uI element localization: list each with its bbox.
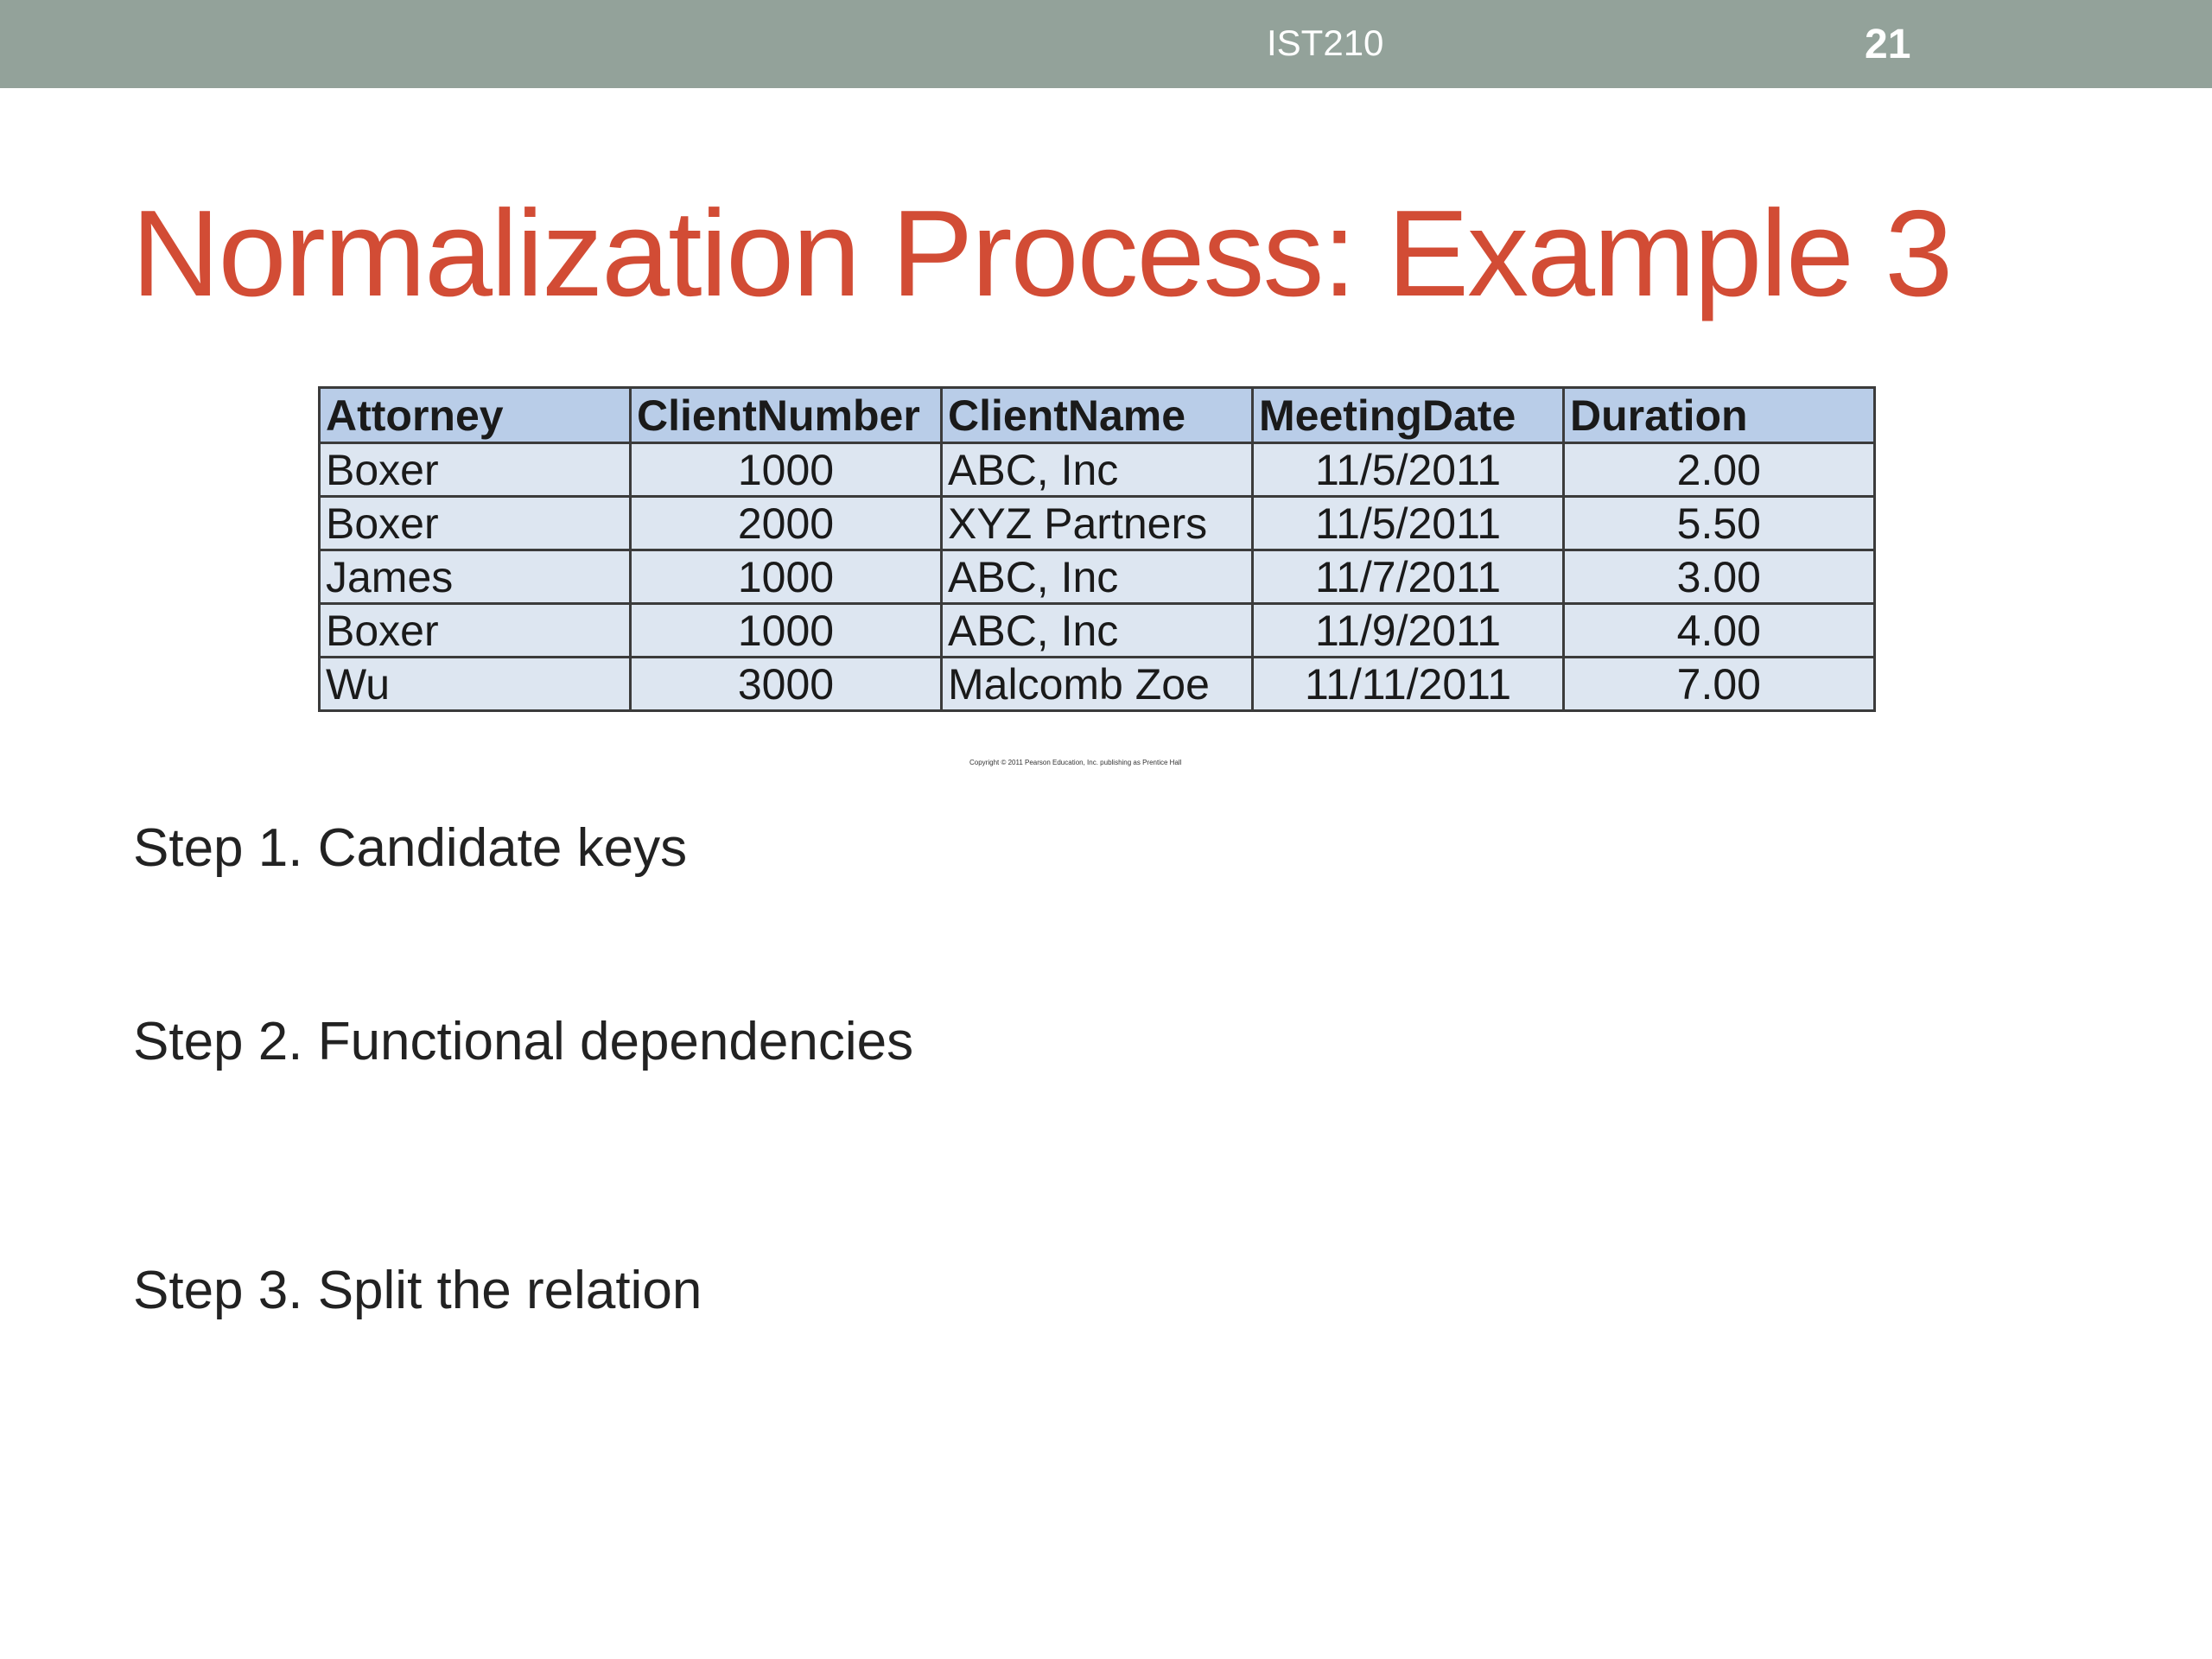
table-cell: 2.00	[1564, 443, 1875, 497]
table-row	[320, 550, 1875, 604]
table-row	[320, 443, 1875, 497]
table-cell: 11/5/2011	[1253, 497, 1564, 550]
table-cell: Boxer	[320, 497, 631, 550]
table-cell: ABC, Inc	[942, 604, 1253, 658]
step-1-text: Step 1. Candidate keys	[133, 818, 688, 878]
column-header-clientnumber: ClientNumber	[631, 388, 942, 443]
table-cell: 5.50	[1564, 497, 1875, 550]
column-header-meetingdate: MeetingDate	[1253, 388, 1564, 443]
table-cell: Wu	[320, 658, 631, 711]
column-header-duration: Duration	[1564, 388, 1875, 443]
table-cell: James	[320, 550, 631, 604]
course-label: IST210	[1267, 22, 1384, 63]
table-cell: 3000	[631, 658, 942, 711]
step-3-text: Step 3. Split the relation	[133, 1261, 702, 1320]
table-cell: 4.00	[1564, 604, 1875, 658]
table-cell: 1000	[631, 443, 942, 497]
header-bar	[0, 0, 2212, 88]
column-header-clientname: ClientName	[942, 388, 1253, 443]
table-cell: 11/9/2011	[1253, 604, 1564, 658]
table-cell: 1000	[631, 550, 942, 604]
table-row	[320, 604, 1875, 658]
table-cell: 1000	[631, 604, 942, 658]
meeting-table	[318, 386, 1876, 712]
table-cell: XYZ Partners	[942, 497, 1253, 550]
table-row	[320, 658, 1875, 711]
slide-title: Normalization Process: Example 3	[131, 185, 1952, 322]
table-cell: 3.00	[1564, 550, 1875, 604]
table-cell: 11/5/2011	[1253, 443, 1564, 497]
column-header-attorney: Attorney	[320, 388, 631, 443]
table-cell: Boxer	[320, 443, 631, 497]
table-cell: 11/7/2011	[1253, 550, 1564, 604]
table-row	[320, 497, 1875, 550]
table-cell: 7.00	[1564, 658, 1875, 711]
table-cell: Malcomb Zoe	[942, 658, 1253, 711]
slide-number: 21	[1865, 22, 1911, 67]
copyright-note: Copyright © 2011 Pearson Education, Inc. publishing as Prentice Hall	[969, 759, 1182, 766]
table-cell: Boxer	[320, 604, 631, 658]
table-cell: ABC, Inc	[942, 443, 1253, 497]
table-cell: ABC, Inc	[942, 550, 1253, 604]
step-2-text: Step 2. Functional dependencies	[133, 1012, 914, 1071]
table-cell: 2000	[631, 497, 942, 550]
table-cell: 11/11/2011	[1253, 658, 1564, 711]
table-header-row	[320, 388, 1875, 443]
